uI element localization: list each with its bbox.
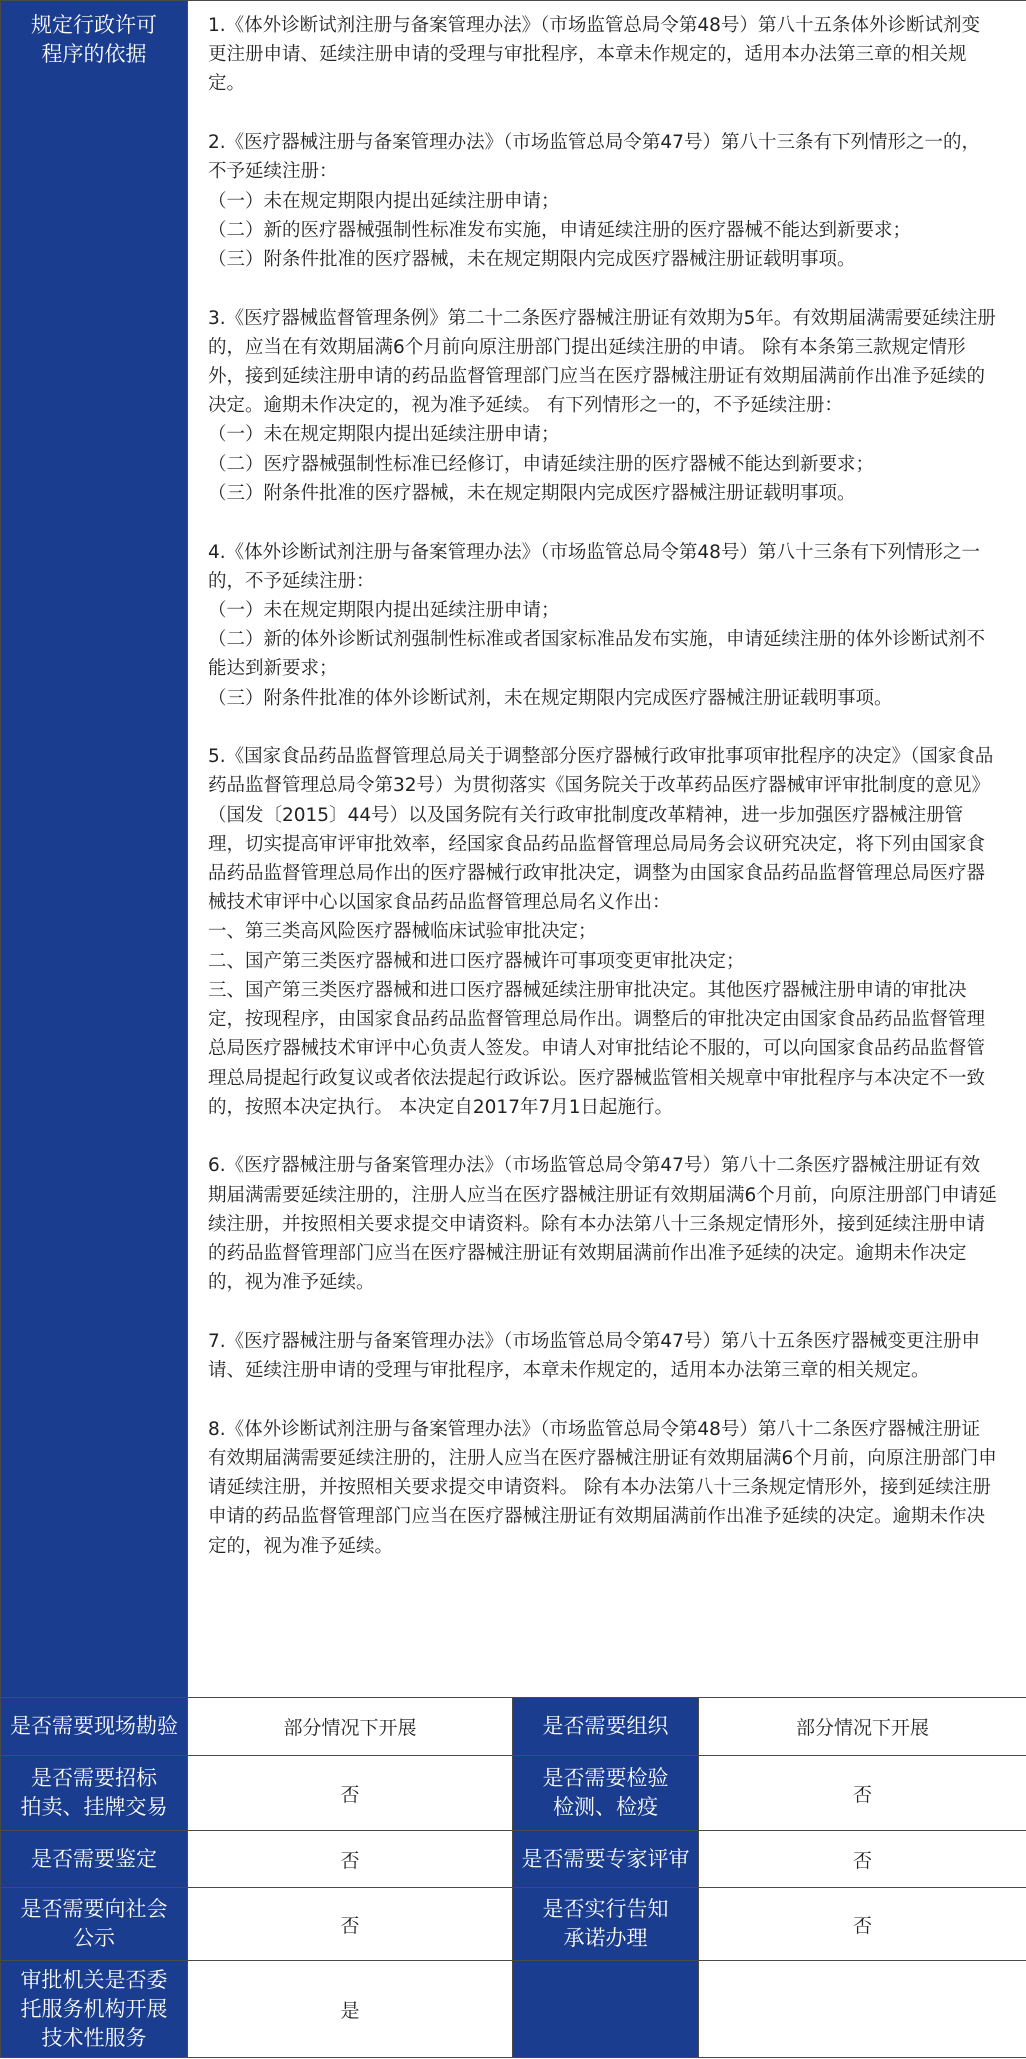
empty-value-cell xyxy=(699,1961,1026,2058)
site-inspection-row xyxy=(1,1698,1026,1756)
label-line: 检测、检疫 xyxy=(553,1795,658,1819)
label-line: 是否需要招标 xyxy=(31,1766,157,1790)
basis-paragraph: 8.《体外诊断试剂注册与备案管理办法》（市场监管总局令第48号）第八十二条医疗器械注册证有效期届满需要延续注册的，注册人应当在医疗器械注册证有效期届满6个月前，向原注册部门申请延续注册，并按照相关要求提交申请资料。 除有本办法第八十三条规定情形外，接到延续注册申请的药品监督管理部门应当在医疗器械注册证有效期届满前作出准予延续的决定。逾期未作决定的，视为准予延续。 xyxy=(208,1418,997,1557)
legal-basis-label-line: 规定行政许可 xyxy=(31,13,157,37)
label-line: 是否实行告知 xyxy=(542,1897,669,1921)
expert-review-label xyxy=(513,1831,699,1888)
bidding-value: 否 xyxy=(188,1756,513,1831)
label-line: 是否需要检验 xyxy=(542,1766,669,1790)
label-line: 托服务机构开展 xyxy=(20,1996,168,2021)
basis-paragraph: 1.《体外诊断试剂注册与备案管理办法》（市场监管总局令第48号）第八十五条体外诊断试剂变更注册申请、延续注册申请的受理与审批程序，本章未作规定的，适用本办法第三章的相关规定。 xyxy=(208,15,980,95)
bidding-row xyxy=(1,1756,1026,1831)
label-line: 是否需要专家评审 xyxy=(521,1846,690,1871)
publicity-row xyxy=(1,1888,1026,1961)
entrusted-service-value: 是 xyxy=(188,1961,513,2058)
label-line: 公示 xyxy=(73,1926,115,1950)
basis-paragraph: 6.《医疗器械注册与备案管理办法》（市场监管总局令第47号）第八十二条医疗器械注册证有效期届满需要延续注册的，注册人应当在医疗器械注册证有效期届满6个月前，向原注册部门申请延续注册，并按照相关要求提交申请资料。除有本办法第八十三条规定情形外，接到延续注册申请的药品监督管理部门应当在医疗器械注册证有效期届满前作出准予延续的决定。逾期未作决定的，视为准予延续。 xyxy=(208,1155,997,1294)
basis-paragraph: 7.《医疗器械注册与备案管理办法》（市场监管总局令第47号）第八十五条医疗器械变更注册申请、延续注册申请的受理与审批程序，本章未作规定的，适用本办法第三章的相关规定。 xyxy=(208,1330,980,1382)
entrusted-service-row xyxy=(1,1961,1026,2058)
bidding-label xyxy=(1,1756,188,1831)
legal-basis-content xyxy=(188,1,1026,1698)
expert-review-value: 否 xyxy=(699,1831,1026,1888)
appraisal-value: 否 xyxy=(188,1831,513,1888)
label-line: 审批机关是否委 xyxy=(20,1967,168,1992)
legal-basis-label-line: 程序的依据 xyxy=(41,42,147,66)
legal-basis-row xyxy=(1,1,1026,1698)
basis-paragraph: 5.《国家食品药品监督管理总局关于调整部分医疗器械行政审批事项审批程序的决定》（国家食品药品监督管理总局令第32号）为贯彻落实《国务院关于改革药品医疗器械审评审批制度的意见》（国发〔2015〕44号）以及国务院有关行政审批制度改革精神，进一步加强医疗器械注册管理，切实提高审评审批效率，经国家食品药品监督管理总局局务会议研究决定，将下列由国家食品药品监督管理总局作出的医疗器械行政审批决定，调整为由国家食品药品监督管理总局医疗器械技术审评中心以国家食品药品监督管理总局名义作出： 一、第三类高风险医疗器械临床试验审批决定； 二、国产第三类医疗器械和进口医疗器械许可事项变更审批决定； 三、国产第三类医疗器械和进口医疗器械延续注册审批决定。其他医疗器械注册申请的审批决定，按现程序，由国家食品药品监督管理总局作出。调整后的审批决定由国家食品药品监督管理总局医疗器械技术审评中心负责人签发。申请人对审批结论不服的，可以向国家食品药品监督管理总局提起行政复议或者依法提起行政诉讼。医疗器械监管相关规章中审批程序与本决定不一致的，按照本决定执行。 本决定自2017年7月1日起施行。 xyxy=(208,746,994,1118)
publicity-value: 否 xyxy=(188,1888,513,1961)
basis-paragraph: 4.《体外诊断试剂注册与备案管理办法》（市场监管总局令第48号）第八十三条有下列情形之一的，不予延续注册： （一）未在规定期限内提出延续注册申请； （二）新的体外诊断试剂强制性标准或者国家标准品发布实施，申请延续注册的体外诊断试剂不能达到新要求； （三）附条件批准的体外诊断试剂，未在规定期限内完成医疗器械注册证载明事项。 xyxy=(208,541,986,709)
label-line: 拍卖、挂牌交易 xyxy=(20,1795,168,1819)
testing-value: 否 xyxy=(699,1756,1026,1831)
organize-value: 部分情况下开展 xyxy=(699,1698,1026,1756)
notification-commitment-value: 否 xyxy=(699,1888,1026,1961)
site-inspection-value: 部分情况下开展 xyxy=(188,1698,513,1756)
notification-commitment-label xyxy=(513,1888,699,1961)
label-line: 技术性服务 xyxy=(41,2025,147,2050)
basis-paragraph: 2.《医疗器械注册与备案管理办法》（市场监管总局令第47号）第八十三条有下列情形之一的，不予延续注册： （一）未在规定期限内提出延续注册申请； （二）新的医疗器械强制性标准发布实施，申请延续注册的医疗器械不能达到新要求； （三）附条件批准的医疗器械，未在规定期限内完成医疗器械注册证载明事项。 xyxy=(208,132,980,270)
publicity-label xyxy=(1,1888,188,1961)
label-line: 是否需要组织 xyxy=(542,1714,669,1738)
appraisal-row xyxy=(1,1831,1026,1888)
appraisal-label xyxy=(1,1831,188,1888)
label-line: 是否需要向社会 xyxy=(20,1897,168,1921)
organize-label xyxy=(513,1698,699,1756)
basis-paragraph: 3.《医疗器械监督管理条例》第二十二条医疗器械注册证有效期为5年。有效期届满需要延续注册的，应当在有效期届满6个月前向原注册部门提出延续注册的申请。 除有本条第三款规定情形外，接到延续注册申请的药品监督管理部门应当在医疗器械注册证有效期届满前作出准予延续的决定。逾期未作决定的，视为准予延续。 有下列情形之一的，不予延续注册： （一）未在规定期限内提出延续注册申请； （二）医疗器械强制性标准已经修订，申请延续注册的医疗器械不能达到新要求； （三）附条件批准的医疗器械，未在规定期限内完成医疗器械注册证载明事项。 xyxy=(208,307,996,504)
label-line: 是否需要鉴定 xyxy=(31,1846,157,1871)
site-inspection-label xyxy=(1,1698,188,1756)
label-line: 承诺办理 xyxy=(563,1926,648,1950)
entrusted-service-label xyxy=(1,1961,188,2058)
testing-label xyxy=(513,1756,699,1831)
empty-header-cell xyxy=(513,1961,699,2058)
legal-basis-label xyxy=(1,1,188,1698)
label-line: 是否需要现场勘验 xyxy=(10,1714,178,1738)
